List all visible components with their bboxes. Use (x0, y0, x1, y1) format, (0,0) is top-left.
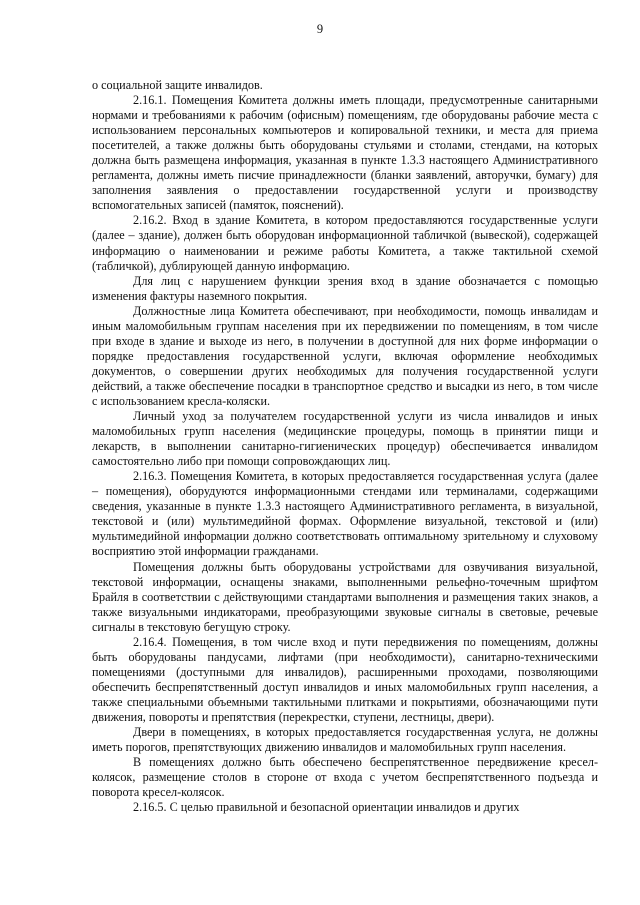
page-number: 9 (316, 22, 324, 36)
paragraph-audio-devices: Помещения должны быть оборудованы устройствами для озвучивания визуальной, текстовой информации, оснащены знаками, выполненными рельефно-точечным шрифтом Брайля в соответствии с действующими стандартами выполнения и размещения таких знаков, а также визуальными индикаторами, преобразующими звуковые сигналы в световые, речевые сигналы в текстовую бегущую строку. (92, 559, 598, 634)
paragraph-continuation: о социальной защите инвалидов. (92, 78, 263, 92)
paragraph-wheelchairs: В помещениях должно быть обеспечено беспрепятственное передвижение кресел-колясок, размещение столов в стороне от входа с учетом беспрепятственного подъезда и поворота кресел-колясок. (92, 755, 598, 800)
paragraph-doors: Двери в помещениях, в которых предоставляется государственная услуга, не должны иметь порогов, препятствующих движению инвалидов и маломобильных групп населения. (92, 725, 598, 755)
paragraph-2-16-4: 2.16.4. Помещения, в том числе вход и пути передвижения по помещениям, должны быть оборудованы пандусами, лифтами (при необходимости), санитарно-техническими помещениями (доступными для инвалидов), расширенными проходами, позволяющими обеспечить беспрепятственный доступ инвалидов и иных маломобильных групп населения, а также специальными объемными тактильными плитками и покрытиями, обозначающими пути движения, повороты и препятствия (перекрестки, ступени, лестницы, двери). (92, 634, 598, 724)
paragraph-2-16-3: 2.16.3. Помещения Комитета, в которых предоставляется государственная услуга (далее – помещения), оборудуются информационными стендами или терминалами, содержащими сведения, указанные в пункте 1.3.3 настоящего Административного регламента, в визуальной, текстовой и (или) мультимедийной формах. Оформление визуальной, текстовой и (или) мультимедийной информации должно соответствовать оптимальному зрительному и слуховому восприятию этой информации гражданами. (92, 469, 598, 559)
paragraph-personal-care: Личный уход за получателем государственной услуги из числа инвалидов и иных маломобильных групп населения (медицинские процедуры, помощь в принятии пищи и лекарств, в выполнении санитарно-гигиенических процедур) обеспечивается инвалидом самостоятельно либо при помощи сопровождающих лиц. (92, 409, 598, 469)
paragraph-2-16-5: 2.16.5. С целью правильной и безопасной ориентации инвалидов и других (133, 800, 520, 815)
paragraph-vision-impaired: Для лиц с нарушением функции зрения вход в здание обозначается с помощью изменения фактуры наземного покрытия. (92, 273, 598, 303)
paragraph-2-16-2: 2.16.2. Вход в здание Комитета, в котором предоставляются государственные услуги (далее – здание), должен быть оборудован информационной табличкой (вывеской), содержащей информацию о наименовании и режиме работы Комитета, а также тактильной схемой (табличкой), дублирующей данную информацию. (92, 213, 598, 273)
paragraph-2-16-1: 2.16.1. Помещения Комитета должны иметь площади, предусмотренные санитарными нормами и требованиями к рабочим (офисным) помещениям, где оборудованы рабочие места с использованием персональных компьютеров и копировальной техники, и места для приема посетителей, а также должны быть оборудованы стульями и столами, стендами, на которых должна быть размещена информация, указанная в пункте 1.3.3 настоящего Административного регламента, должны иметь писчие принадлежности (бланки заявлений, авторучки, бумагу) для заполнения заявления о предоставлении государственной услуги и производству вспомогательных записей (памяток, пояснений). (92, 93, 598, 213)
document-body (92, 78, 598, 815)
paragraph-staff-assistance: Должностные лица Комитета обеспечивают, при необходимости, помощь инвалидам и иным маломобильным группам населения при их передвижении по помещениям, в том числе при входе в здание и выходе из него, в получении в доступной для них форме информации о порядке предоставления государственной услуги, включая оформление необходимых документов, о совершении других необходимых для получения государственной услуги действий, а также обеспечение посадки в транспортное средство и высадки из него, в том числе с использованием кресла-коляски. (92, 303, 598, 408)
